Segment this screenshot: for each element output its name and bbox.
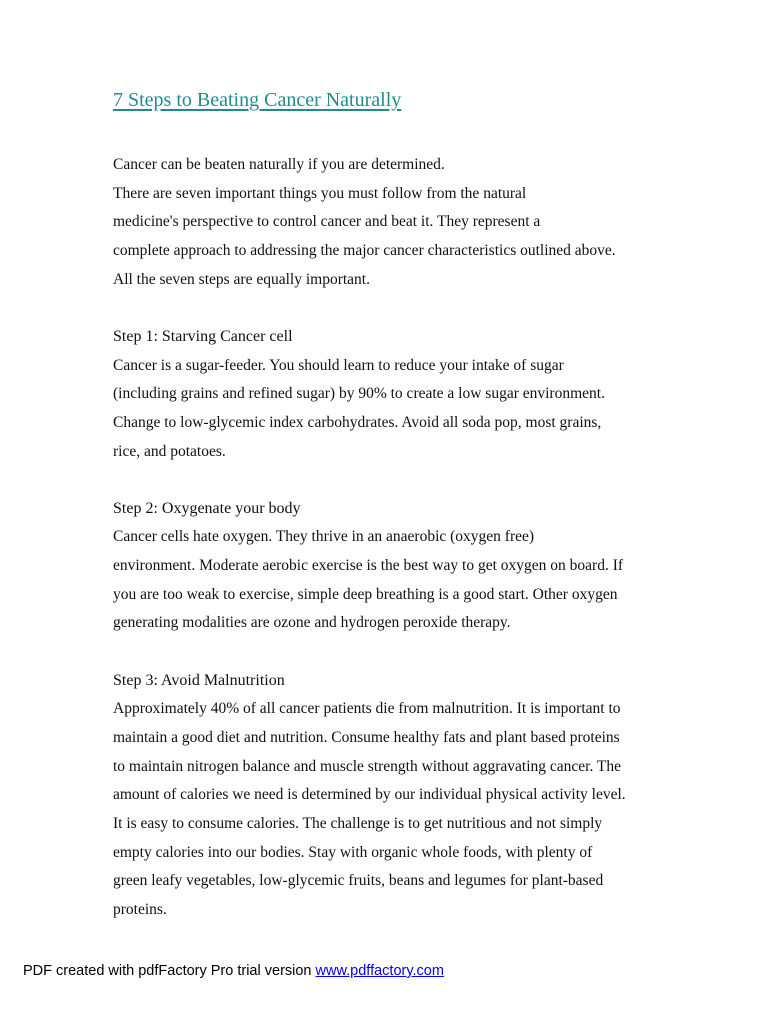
step-3-line: It is easy to consume calories. The challenge is to get nutritious and not simply — [113, 815, 603, 832]
intro-line: There are seven important things you must follow from the natural — [113, 185, 527, 202]
step-1-line: Change to low-glycemic index carbohydrates. Avoid all soda pop, most grains, — [113, 414, 602, 431]
document-title: 7 Steps to Beating Cancer Naturally — [113, 89, 402, 111]
step-2-line: you are too weak to exercise, simple deep breathing is a good start. Other oxygen — [113, 586, 618, 603]
step-3-line: green leafy vegetables, low-glycemic fruits, beans and legumes for plant-based — [113, 872, 604, 889]
step-1-heading: Step 1: Starving Cancer cell — [113, 328, 293, 345]
step-1-line: Cancer is a sugar-feeder. You should learn to reduce your intake of sugar — [113, 357, 564, 374]
step-3-line: to maintain nitrogen balance and muscle strength without aggravating cancer. The — [113, 758, 622, 775]
step-3-line: empty calories into our bodies. Stay with organic whole foods, with plenty of — [113, 844, 593, 861]
pdf-footer — [23, 963, 444, 979]
step-1-line: (including grains and refined sugar) by 90% to create a low sugar environment. — [113, 385, 605, 402]
step-2-line: environment. Moderate aerobic exercise is the best way to get oxygen on board. If — [113, 557, 624, 574]
step-3-line: amount of calories we need is determined by our individual physical activity level. — [113, 786, 626, 803]
pdffactory-link[interactable]: www.pdffactory.com — [315, 963, 444, 979]
intro-line: All the seven steps are equally important. — [113, 271, 370, 288]
step-2-heading: Step 2: Oxygenate your body — [113, 500, 301, 517]
step-3-line: Approximately 40% of all cancer patients die from malnutrition. It is important to — [113, 700, 621, 717]
footer-text: PDF created with pdfFactory Pro trial version — [23, 963, 316, 979]
step-3-heading: Step 3: Avoid Malnutrition — [113, 672, 285, 689]
intro-line: Cancer can be beaten naturally if you are determined. — [113, 156, 445, 173]
step-2-line: Cancer cells hate oxygen. They thrive in an anaerobic (oxygen free) — [113, 528, 535, 545]
step-1-line: rice, and potatoes. — [113, 443, 226, 460]
intro-line: medicine's perspective to control cancer and beat it. They represent a — [113, 213, 541, 230]
step-3-line: maintain a good diet and nutrition. Consume healthy fats and plant based proteins — [113, 729, 620, 746]
step-2-line: generating modalities are ozone and hydrogen peroxide therapy. — [113, 614, 511, 631]
intro-line: complete approach to addressing the major cancer characteristics outlined above. — [113, 242, 616, 259]
step-3-line: proteins. — [113, 901, 167, 918]
